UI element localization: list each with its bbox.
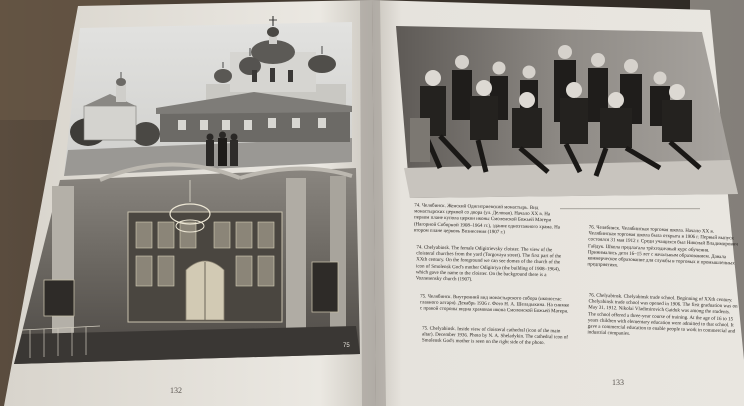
caption-76-english: 76. Chelyabinsk. Chelyabinsk trade school. Beginning of XXth century. Chelyabinsk trade school was opened in 1906. The first graduation was on May 31, 1912. Nikolai Vladimirovich Gaiduk was among the students. The school offered a three-year course of training. At the age of 16 to 15 years children with elementary education were admitted to that school. It gave a commercial education to enable people to work in commercial and industrial companies. xyxy=(587,293,738,338)
group-portrait-photo xyxy=(396,26,738,198)
photo-number-75: 75 xyxy=(343,343,350,349)
caption-text-lines xyxy=(560,208,700,209)
caption-74-russian: 74. Челябинск. Женский Одигитриевский монастырь. Вид монастырских церквей со двора (ул. Деловая). Начало ХХ в. На первом плане купола церкви иконы Смоленской Божьей Матери (Нагорной Соборной 1908–1964 гг.), здание одноэтажного храма. На втором плане церковь Вознесения (1907 г.) xyxy=(413,203,561,236)
left-page-number: 132 xyxy=(170,386,182,395)
iconostasis-interior-photo xyxy=(14,164,360,364)
right-page-number: 133 xyxy=(612,378,624,387)
caption-75-english: 75. Chelyabinsk. Inside view of cloisteral cathedral (icon of the main altar). December 1936. Photo by N. A. Sheladykin. The cathedral icon of Smolensk God's mother is seen on the right side of the photo. xyxy=(421,326,569,347)
caption-75-russian: 75. Челябинск. Внутренний вид монастырского собора (иконостас главного алтаря). Декабрь 1936 г. Фото Н. А. Шеладыкина. На снимке с правой стороны видна храмовая икона Смоленской Божьей Матери. xyxy=(419,294,570,315)
caption-76-russian: 76. Челябинск. Челябинская торговая школа. Начало ХХ в. Челябинская торговая школа была открыта в 1906 г. Первый выпуск состоялся 31 мая 1912 г. Среди учащихся был Николай Владимирович Гайдук. Школа предлагала трёхгодичный курс обучения. Принимались дети 16–15 лет с начальным образованием. Давала коммерческое образование для службы в торговых и промышленных предприятиях. xyxy=(587,225,739,269)
caption-74-english: 74. Chelyabinsk. The female Odigitrievsky cloister. The view of the cloisteral churches from the yard (Torgovaya street). The first part of the XXth century. On the foreground we can see domes of the church of the icon of Smolensk God's mother Odigitriya (the building of 1908–1964), which gave the name to the cloister. On the background there is a Voznesensky church (1907). xyxy=(415,245,562,283)
cathedral-exterior-photo xyxy=(64,16,352,176)
